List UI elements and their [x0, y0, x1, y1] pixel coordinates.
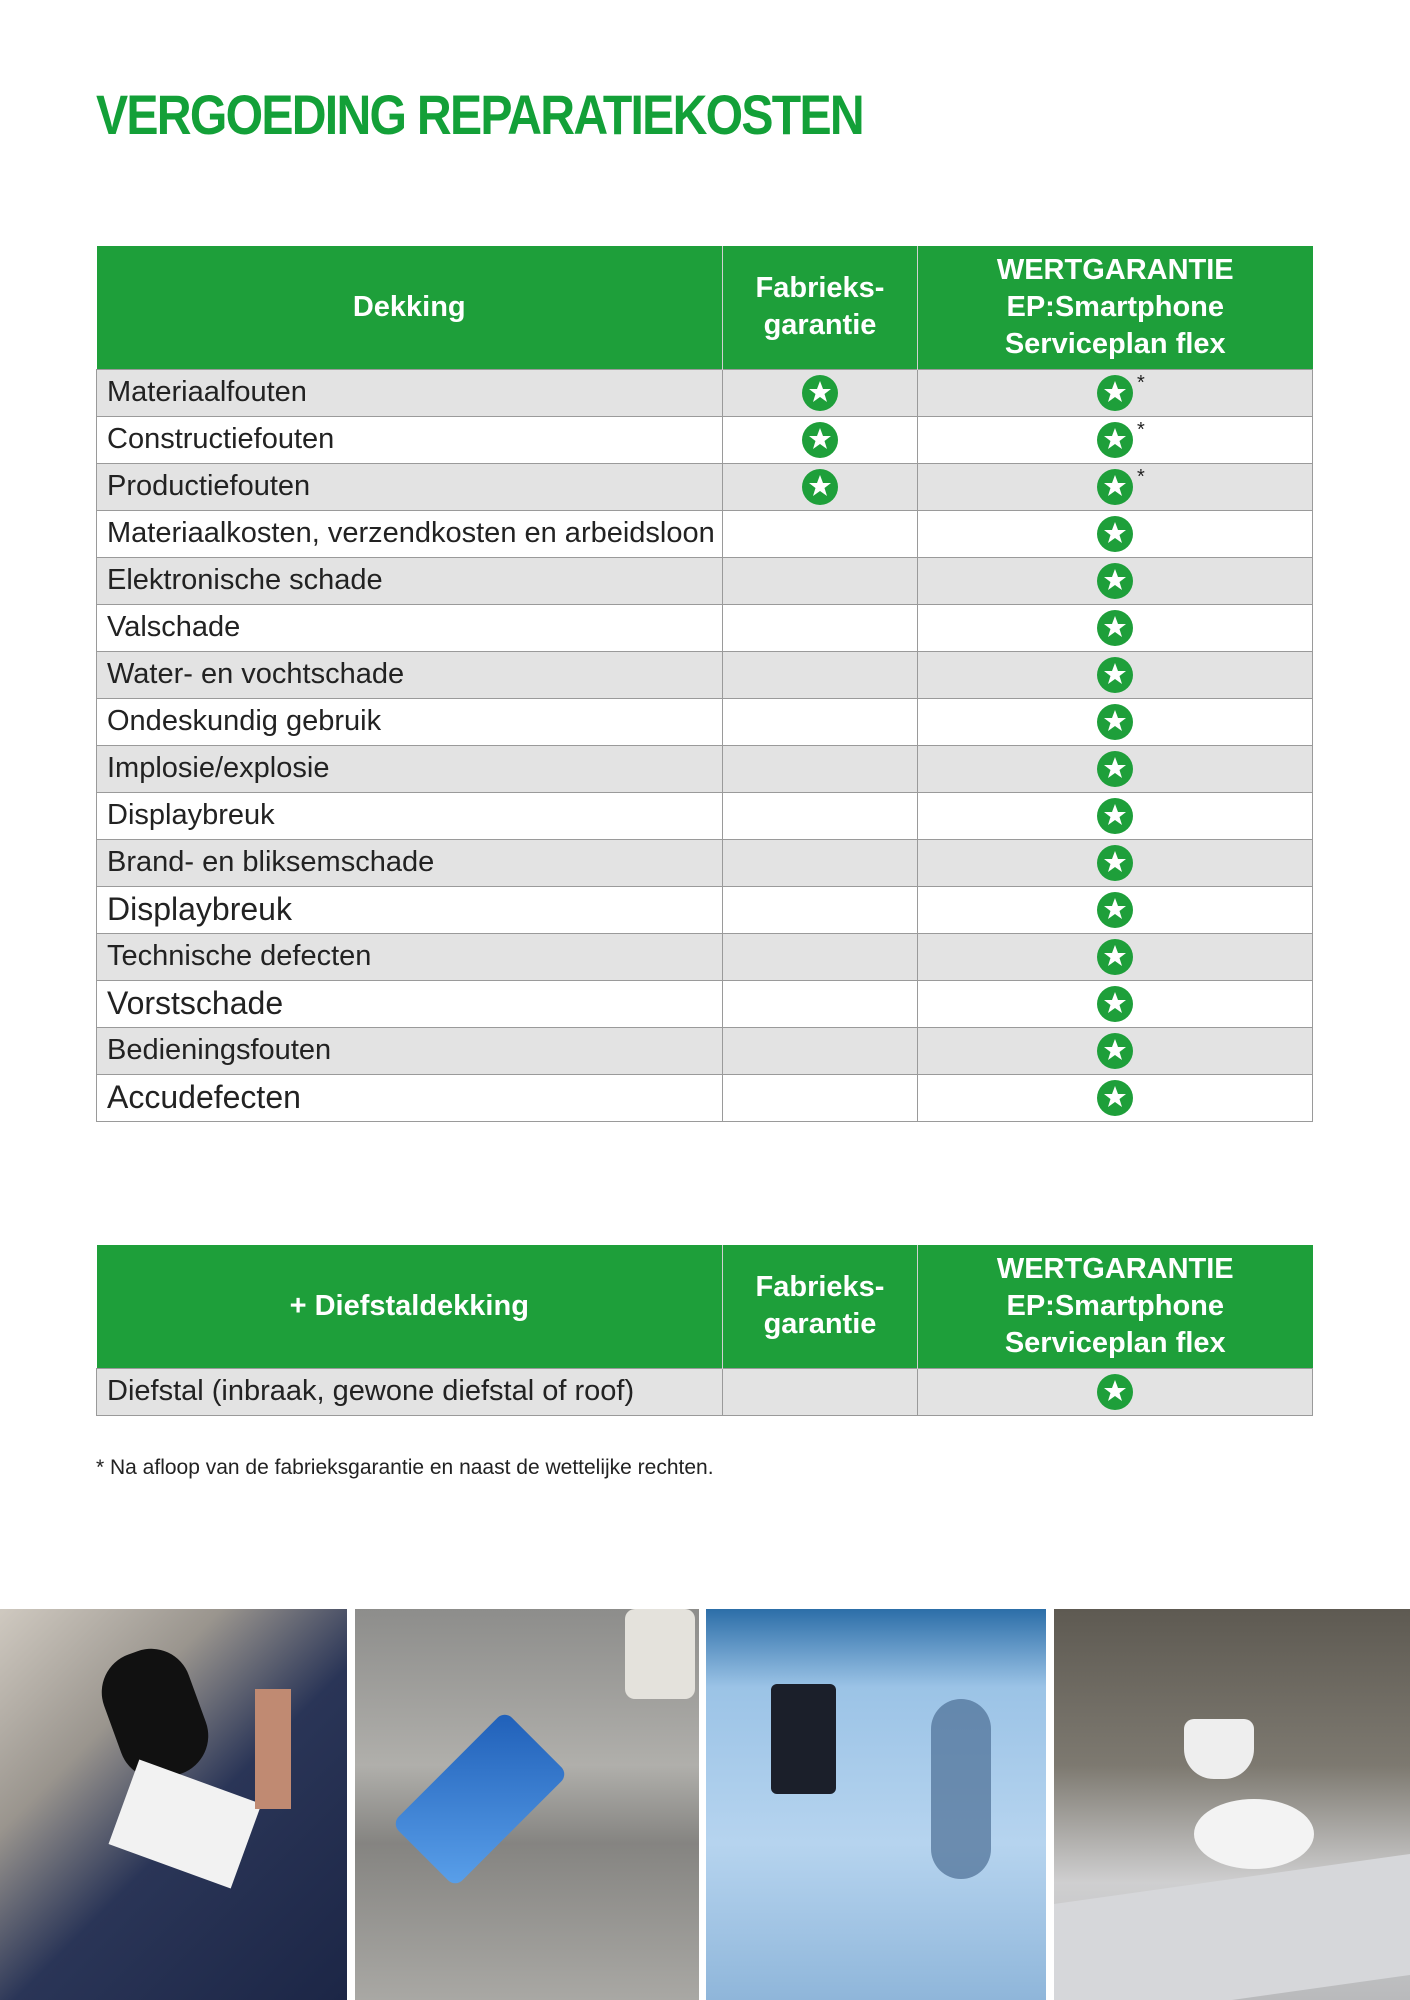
- table-row: [97, 792, 1313, 839]
- header-diefstaldekking: + Diefstaldekking: [97, 1245, 723, 1368]
- photo-water-damage: [706, 1609, 1046, 2000]
- star-check-icon: [1097, 469, 1133, 505]
- factory-cell: [723, 557, 918, 604]
- row-label: Productiefouten: [97, 463, 723, 510]
- factory-cell: [723, 792, 918, 839]
- factory-cell: [723, 839, 918, 886]
- table-row: [97, 980, 1313, 1027]
- row-label: Bedieningsfouten: [97, 1027, 723, 1074]
- row-label: Accudefecten: [97, 1074, 723, 1121]
- star-check-icon: [1097, 1033, 1133, 1069]
- plan-cell: [918, 557, 1313, 604]
- plan-cell: [918, 463, 1313, 510]
- header-dekking: Dekking: [97, 246, 723, 369]
- factory-cell: [723, 698, 918, 745]
- factory-cell: [723, 980, 918, 1027]
- factory-cell: [723, 463, 918, 510]
- factory-cell: [723, 369, 918, 416]
- star-check-icon: [1097, 375, 1133, 411]
- header-fabrieksgarantie: Fabrieks- garantie: [723, 246, 918, 369]
- row-label: Ondeskundig gebruik: [97, 698, 723, 745]
- asterisk: *: [1137, 371, 1145, 394]
- star-check-icon: [802, 469, 838, 505]
- table-row: [97, 510, 1313, 557]
- header-fabrieksgarantie: Fabrieks- garantie: [723, 1245, 918, 1368]
- row-label: Brand- en bliksemschade: [97, 839, 723, 886]
- theft-table: [96, 1245, 1313, 1416]
- factory-cell: [723, 416, 918, 463]
- plan-cell: [918, 604, 1313, 651]
- header-serviceplan: WERTGARANTIE EP:Smartphone Serviceplan flex: [918, 246, 1313, 369]
- table-row: [97, 698, 1313, 745]
- table-row: [97, 933, 1313, 980]
- plan-cell: [918, 839, 1313, 886]
- star-check-icon: [802, 375, 838, 411]
- table-row: [97, 886, 1313, 933]
- photo-dropped-phone: [355, 1609, 699, 2000]
- factory-cell: [723, 604, 918, 651]
- plan-cell: [918, 792, 1313, 839]
- plan-cell: [918, 1074, 1313, 1121]
- plan-cell: [918, 886, 1313, 933]
- plan-cell: [918, 369, 1313, 416]
- row-label: Technische defecten: [97, 933, 723, 980]
- row-label: Materiaalkosten, verzendkosten en arbeidsloon: [97, 510, 723, 557]
- table-row: [97, 1027, 1313, 1074]
- star-check-icon: [1097, 798, 1133, 834]
- star-check-icon: [1097, 422, 1133, 458]
- factory-cell: [723, 1368, 918, 1415]
- factory-cell: [723, 1027, 918, 1074]
- table-row: [97, 416, 1313, 463]
- row-label: Materiaalfouten: [97, 369, 723, 416]
- row-label: Vorstschade: [97, 980, 723, 1027]
- plan-cell: [918, 651, 1313, 698]
- table-row: [97, 604, 1313, 651]
- star-check-icon: [1097, 610, 1133, 646]
- table-row: [97, 1368, 1313, 1415]
- table-row: [97, 651, 1313, 698]
- plan-cell: [918, 1027, 1313, 1074]
- star-check-icon: [1097, 892, 1133, 928]
- row-label: Elektronische schade: [97, 557, 723, 604]
- table-row: [97, 1074, 1313, 1121]
- factory-cell: [723, 1074, 918, 1121]
- plan-cell: [918, 980, 1313, 1027]
- row-label: Constructiefouten: [97, 416, 723, 463]
- row-label: Displaybreuk: [97, 792, 723, 839]
- table-row: [97, 745, 1313, 792]
- star-check-icon: [1097, 1374, 1133, 1410]
- page-title: VERGOEDING REPARATIEKOSTEN: [96, 83, 863, 146]
- row-label: Valschade: [97, 604, 723, 651]
- star-check-icon: [1097, 751, 1133, 787]
- plan-cell: [918, 933, 1313, 980]
- factory-cell: [723, 745, 918, 792]
- star-check-icon: [1097, 986, 1133, 1022]
- row-label: Implosie/explosie: [97, 745, 723, 792]
- plan-cell: [918, 745, 1313, 792]
- star-check-icon: [1097, 845, 1133, 881]
- star-check-icon: [1097, 563, 1133, 599]
- asterisk: *: [1137, 418, 1145, 441]
- table-row: [97, 369, 1313, 416]
- star-check-icon: [1097, 704, 1133, 740]
- factory-cell: [723, 933, 918, 980]
- photo-spilled-coffee: [1054, 1609, 1410, 2000]
- factory-cell: [723, 651, 918, 698]
- table-row: [97, 557, 1313, 604]
- row-label: Displaybreuk: [97, 886, 723, 933]
- factory-cell: [723, 886, 918, 933]
- table-row: [97, 839, 1313, 886]
- star-check-icon: [1097, 657, 1133, 693]
- row-label: Diefstal (inbraak, gewone diefstal of roof): [97, 1368, 723, 1415]
- coverage-table: [96, 246, 1313, 1122]
- star-check-icon: [1097, 516, 1133, 552]
- row-label: Water- en vochtschade: [97, 651, 723, 698]
- plan-cell: [918, 510, 1313, 557]
- plan-cell: [918, 698, 1313, 745]
- plan-cell: [918, 1368, 1313, 1415]
- star-check-icon: [1097, 1080, 1133, 1116]
- footnote: * Na afloop van de fabrieksgarantie en naast de wettelijke rechten.: [96, 1456, 714, 1479]
- factory-cell: [723, 510, 918, 557]
- star-check-icon: [802, 422, 838, 458]
- plan-cell: [918, 416, 1313, 463]
- star-check-icon: [1097, 939, 1133, 975]
- table-row: [97, 463, 1313, 510]
- asterisk: *: [1137, 465, 1145, 488]
- header-serviceplan: WERTGARANTIE EP:Smartphone Serviceplan flex: [918, 1245, 1313, 1368]
- photo-theft: [0, 1609, 347, 2000]
